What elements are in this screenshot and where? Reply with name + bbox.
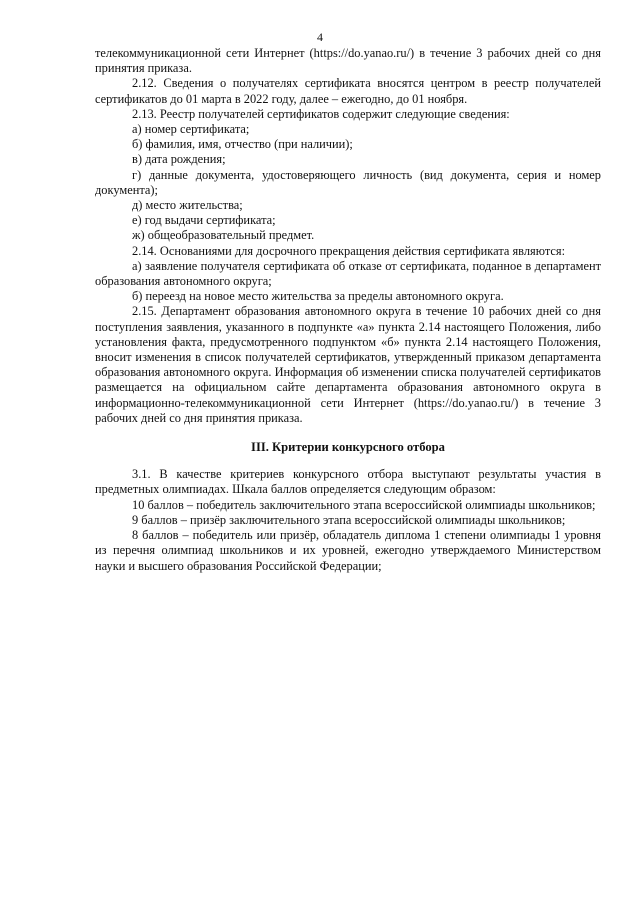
- paragraph: а) номер сертификата;: [132, 122, 250, 137]
- paragraphs-before-heading: [95, 46, 601, 426]
- paragraph: 2.12. Сведения о получателях сертификата вносятся центром в реестр получателей сертификатов до 01 марта в 2022 году, далее – ежегодно, до 01 ноября.: [95, 76, 601, 106]
- paragraph: г) данные документа, удостоверяющего личность (вид документа, серия и номер документа);: [95, 167, 601, 197]
- paragraph: телекоммуникационной сети Интернет (https://do.yanao.ru/) в течение 3 рабочих дней со дня принятия приказа.: [95, 46, 601, 76]
- paragraph: ж) общеобразовательный предмет.: [132, 228, 315, 243]
- page-number: 4: [317, 30, 323, 44]
- paragraph: а) заявление получателя сертификата об отказе от сертификата, поданное в департамент образования автономного округа;: [95, 258, 601, 289]
- paragraph: б) переезд на новое место жительства за пределы автономного округа.: [132, 289, 504, 304]
- paragraph: 2.15. Департамент образования автономного округа в течение 10 рабочих дней со дня поступления заявления, указанного в подпункте «а» пункта 2.14 настоящего Положения, либо установления факта, предусмотренного подпунктом «б» пункта 2.14 настоящего Положения, вносит изменения в список получателей сертификатов, утвержденный приказом департамента образования автономного округа. Информация об изменении списка получателей сертификатов размещается на официальном сайте департамента образования автономного округа в информационно-телекоммуникационной сети Интернет (https://do.yanao.ru/) в течение 3 рабочих дней со дня принятия приказа.: [95, 304, 601, 425]
- section-heading: III. Критерии конкурсного отбора: [251, 440, 445, 455]
- paragraph: 2.14. Основаниями для досрочного прекращения действия сертификата являются:: [132, 243, 566, 258]
- paragraph: в) дата рождения;: [132, 152, 226, 167]
- paragraph: 8 баллов – победитель или призёр, обладатель диплома 1 степени олимпиады 1 уровня из перечня олимпиад школьников и их уровней, ежегодно утверждаемого Министерством науки и высшего образования Российской Федерации;: [95, 528, 601, 573]
- paragraph: б) фамилия, имя, отчество (при наличии);: [132, 137, 353, 152]
- paragraph: 3.1. В качестве критериев конкурсного отбора выступают результаты участия в предметных олимпиадах. Шкала баллов определяется следующим образом:: [95, 467, 601, 497]
- paragraph: е) год выдачи сертификата;: [132, 213, 276, 228]
- paragraph: 2.13. Реестр получателей сертификатов содержит следующие сведения:: [132, 106, 510, 121]
- paragraph: 9 баллов – призёр заключительного этапа всероссийской олимпиады школьников;: [132, 512, 566, 527]
- document-body: [95, 46, 601, 574]
- paragraphs-after-heading: [95, 467, 601, 573]
- paragraph: 10 баллов – победитель заключительного этапа всероссийской олимпиады школьников;: [132, 497, 596, 512]
- paragraph: д) место жительства;: [132, 198, 243, 213]
